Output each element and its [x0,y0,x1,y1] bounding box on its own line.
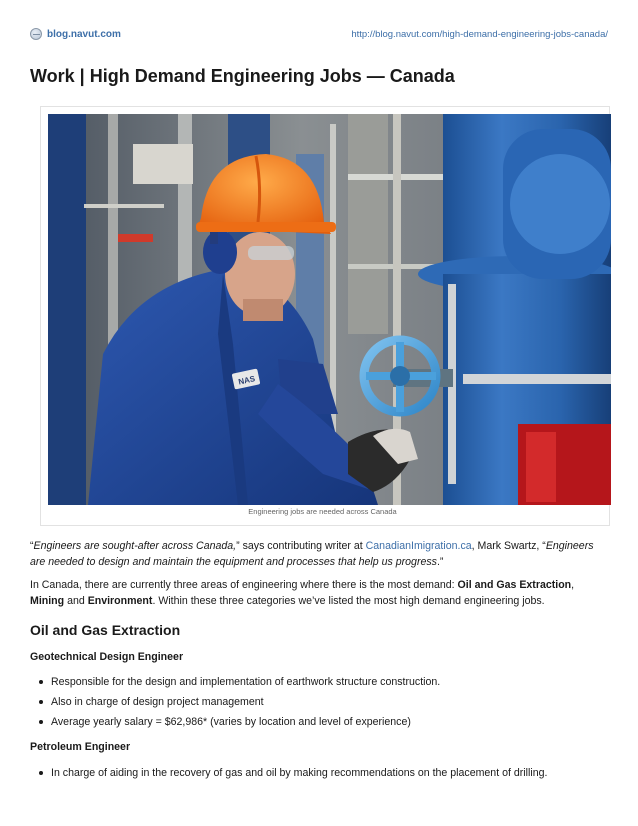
quote-author: , Mark Swartz, “ [471,540,546,552]
intro-text-end: . Within these three categories we’ve listed the most high demand engineering jobs. [152,595,545,607]
job-title: Petroleum Engineer [30,741,131,753]
site-name[interactable]: blog.navut.com [47,28,121,40]
source-link[interactable]: CanadianImigration.ca [365,540,472,552]
area-oil-gas: Oil and Gas Extraction [457,579,572,591]
page-url[interactable]: http://blog.navut.com/high-demand-engineering-jobs-canada/ [351,29,608,40]
quote-attribution: ” says contributing writer at [236,540,366,552]
globe-icon [30,28,42,40]
intro-and: and [64,595,88,607]
page-header [30,28,608,44]
list-item: Average yearly salary = $62,986* (varies by location and level of experience) [38,712,608,732]
intro-text: In Canada, there are currently three areas of engineering where there is the most demand: [30,579,458,591]
figure-caption: Engineering jobs are needed across Canada [248,507,397,516]
article-title: Work | High Demand Engineering Jobs — Canada [30,66,455,86]
quote-paragraph [30,538,608,570]
quote-part-1: Engineers are sought-after across Canada, [33,540,237,552]
quote-open: “ [30,540,34,552]
intro-paragraph [30,577,608,609]
area-mining: Mining [30,595,65,607]
area-environment: Environment [87,595,153,607]
job-bullet-list [38,763,608,783]
list-item: In charge of aiding in the recovery of gas and oil by making recommendations on the placement of drilling. [38,763,608,783]
section-heading: Oil and Gas Extraction [30,622,181,638]
intro-separator: , [571,579,575,591]
jacket-badge: NAS [237,374,256,387]
site-link[interactable] [30,28,121,40]
job-bullet-list [38,672,608,732]
list-item: Also in charge of design project management [38,692,608,712]
quote-part-2: Engineers are needed to design and maintain the equipment and processes that help us progress [30,540,594,568]
job-title: Geotechnical Design Engineer [30,651,184,663]
quote-close: .” [436,556,444,568]
list-item: Responsible for the design and implementation of earthwork structure construction. [38,672,608,692]
engineer-photo [48,114,611,505]
article-figure [40,106,610,526]
